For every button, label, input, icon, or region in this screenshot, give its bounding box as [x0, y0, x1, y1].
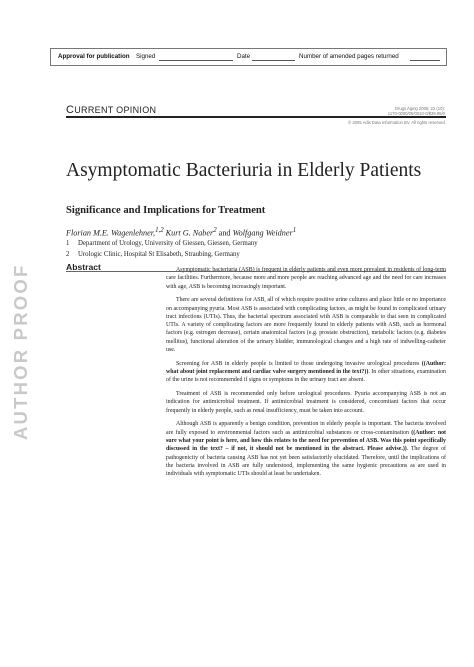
- copyright-line: © 2005 Adis Data Information BV. All rights reserved.: [348, 120, 446, 125]
- amended-pages-label: Number of amended pages returned: [299, 53, 399, 60]
- article-title: Asymptomatic Bacteriuria in Elderly Patients: [66, 160, 422, 181]
- header-rule: [66, 116, 446, 118]
- approval-label: Approval for publication: [58, 53, 130, 60]
- approval-bar: [50, 48, 447, 66]
- affiliation-number: 2: [66, 251, 70, 258]
- signed-line: [159, 60, 233, 61]
- section-heading-rest: URRENT OPINION: [74, 105, 157, 115]
- abstract-paragraph: There are several definitions for ASB, all of which require positive urine cultures and place little or no importance on accompanying pyuria. Most ASB is associated with complicating factors, as might be found in complicated urinary tract infections (UTIs). Thus, the bacterial spectrum associated with ASB is comparable to that seen in complicated UTIs. A variety of complicating factors are more frequently found in elderly patients with ASB, such as hormonal factors (e.g. estrogen decrease), certain anatomical factors (e.g. prostate obstruction), metabolic factors (e.g. diabetes mellitus), functional alteration of the urinary bladder, immunological changes and a high rate of indwelling-catheter use.: [166, 297, 446, 354]
- affiliation-text: Urologic Clinic, Hospital St Elisabeth, Straubing, Germany: [78, 251, 240, 258]
- author-name: Florian M.E. Wagenlehner,: [66, 228, 156, 238]
- author-name: Kurt G. Naber: [165, 228, 214, 238]
- amended-pages-line: [410, 60, 440, 61]
- abstract-text: Screening for ASB in elderly people is limited to those undergoing invasive urological procedures: [176, 360, 422, 367]
- author-affiliation-mark: 1: [292, 227, 297, 234]
- affiliation-text: Department of Urology, University of Giessen, Giessen, Germany: [78, 240, 258, 247]
- abstract-text: . The degree of pathogenicity of bacteria causing ASB has not yet been satisfactorily elucidated. Therefore, until the implications of the bacteria involved in ASB are fully understood, implementing the same hygienic precautions as are used in individuals with symptomatic UTIs should at least be undertaken.: [166, 446, 446, 478]
- affiliation-number: 1: [66, 240, 70, 247]
- abstract-paragraph: Treatment of ASB is recommended only before urological procedures. Pyuria accompanying ASB is not an indication for antimicrobial treatment. If antimicrobial treatment is considered, concomitant factors that occur frequently in elderly people, such as renal insufficiency, must be taken into account.: [166, 391, 446, 414]
- author-affiliation-mark: 1,2: [155, 227, 164, 234]
- abstract-text: Although ASB is apparently a benign condition, prevention in elderly people is important. The bacteria involved are fully exposed to environmental factors such as antimicrobial substances or cross-contamination: [166, 421, 446, 436]
- affiliation-item: [66, 251, 446, 262]
- author-query: ((Author: what about joint replacement and cardiac valve surgery mentioned in the text?)): [166, 360, 446, 376]
- author-affiliation-mark: 2: [213, 227, 217, 234]
- affiliation-list: [66, 240, 446, 262]
- author-name: Wolfgang Weidner: [232, 228, 293, 238]
- abstract-paragraph: [166, 360, 446, 385]
- abstract-paragraph: Asymptomatic bacteriuria (ASB) is frequent in elderly patients and even more prevalent in residents of long-term care facilities. Furthermore, because more and more people are reaching advanced age and the need for care increases with age, ASB is becoming increasingly important.: [166, 267, 446, 290]
- affiliation-item: [66, 240, 446, 251]
- author-query: ((Author: not sure what your point is here, and how this relates to the need for prevention of ASB. Was this point specifically discussed in the text? – if not, it should not be mentioned in the abstract. Please advise.)): [166, 429, 446, 453]
- date-label: Date: [237, 53, 251, 60]
- section-heading: [66, 104, 156, 116]
- journal-meta-line: Drugs Aging 2005; 22 (10):: [394, 106, 445, 111]
- abstract-text: . In other situations, examination of the urine is not recommended if signs or symptoms in the urinary tract are absent.: [166, 369, 447, 384]
- section-heading-initial: C: [66, 104, 75, 116]
- abstract-heading: Abstract: [66, 262, 101, 272]
- abstract-body: [166, 266, 446, 484]
- abstract-paragraph: [166, 420, 446, 478]
- author-list: [66, 227, 446, 238]
- article-subtitle: Significance and Implications for Treatment: [66, 205, 266, 216]
- date-line: [252, 60, 295, 61]
- author-proof-watermark: AUTHOR PROOF: [10, 263, 31, 440]
- journal-meta-line: 1170-0000/05/0010-0/$39.95/0: [387, 111, 445, 117]
- signed-label: Signed: [136, 53, 156, 60]
- author-conjunction: and: [218, 228, 231, 238]
